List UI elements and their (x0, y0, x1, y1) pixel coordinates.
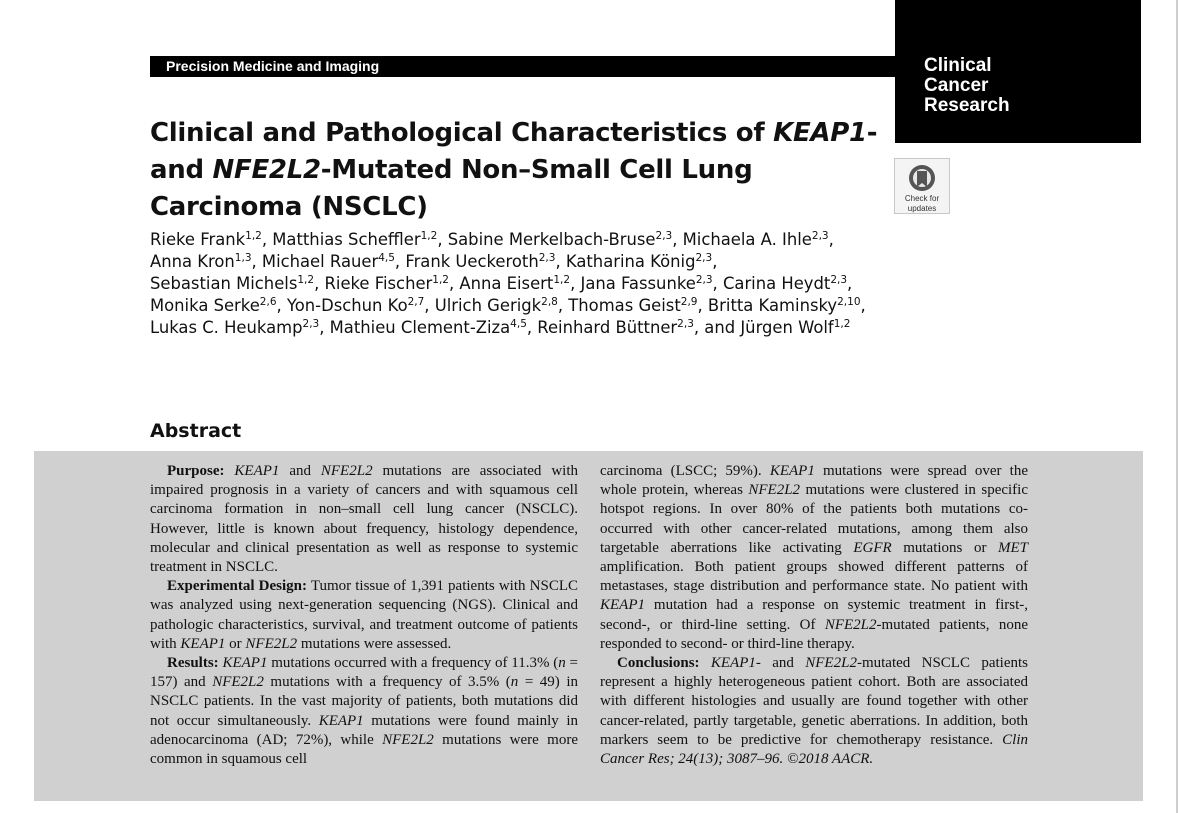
title-line (150, 115, 880, 152)
author-list (150, 229, 950, 339)
title-gene: KEAP1 (773, 118, 867, 148)
author-name: Sebastian Michels (150, 274, 298, 293)
author-affiliation: 1,2 (553, 274, 571, 286)
author-name: Lukas C. Heukamp (150, 318, 303, 337)
author-name: Frank Ueckeroth (405, 252, 539, 271)
author-affiliation: 1,2 (432, 274, 449, 286)
author-affiliation: 4,5 (378, 252, 395, 264)
author-name: Ulrich Gerigk (434, 296, 542, 315)
author-name: and Jürgen Wolf (704, 318, 834, 337)
author-name: Thomas Geist (568, 296, 681, 315)
author-name: Anna Eisert (459, 274, 554, 293)
abstract-column-right (600, 462, 1028, 769)
title-text: and (150, 155, 213, 185)
author-name: Yon-Dschun Ko (286, 296, 408, 315)
abstract-paragraph: Purpose: KEAP1 and NFE2L2 mutations are associated with impaired prognosis in a variety of cancers and with squamous cell carcinoma formation in non–small cell lung cancer (NSCLC). However, little is known about frequency, histology dependence, molecular and clinical presentation as well as response to systemic treatment in NSCLC. (150, 463, 578, 576)
author-affiliation: 2,6 (259, 296, 277, 308)
title-gene: NFE2L2 (212, 155, 321, 185)
author-affiliation: 4,5 (510, 318, 527, 330)
article-title (150, 115, 880, 226)
title-text: - (866, 118, 878, 148)
abstract-section-label: Results: (167, 655, 219, 672)
abstract-section-label: Conclusions: (617, 655, 700, 672)
abstract-section-label: Experimental Design: (167, 578, 307, 595)
author-name: Michael Rauer (261, 252, 379, 271)
author-line: Anna Kron$^{1,3}$, Michael Rauer$^{4,5}$, Frank Ueckeroth$^{2,3}$, Katharina König$^{2,3}$, (150, 252, 718, 271)
author-name: Rieke Frank (150, 230, 246, 249)
title-line: Carcinoma (NSCLC) (150, 192, 428, 222)
author-affiliation: 2,3 (538, 252, 556, 264)
abstract-box (34, 451, 1143, 801)
author-name: Sabine Merkelbach-Bruse (447, 230, 656, 249)
author-affiliation: 2,9 (680, 296, 698, 308)
author-name: Mathieu Clement-Ziza (329, 318, 511, 337)
journal-name (924, 56, 1124, 116)
author-name: Matthias Scheffler (272, 230, 421, 249)
author-affiliation: 2,8 (541, 296, 558, 308)
author-affiliation: 2,7 (407, 296, 425, 308)
abstract-section-label: Purpose: (167, 463, 225, 479)
author-name: Michaela A. Ihle (682, 230, 812, 249)
author-affiliation: 1,2 (420, 230, 438, 242)
journal-masthead (895, 0, 1141, 143)
author-line: Lukas C. Heukamp$^{2,3}$, Mathieu Clement-Ziza$^{4,5}$, Reinhard Büttner$^{2,3}$, and Jürgen Wolf$^{1,2}$ (150, 318, 851, 337)
check-for-updates-button[interactable] (894, 158, 950, 214)
author-name: Reinhard Büttner (537, 318, 678, 337)
abstract-paragraph: Experimental Design: Tumor tissue of 1,391 patients with NSCLC was analyzed using next-generation sequencing (NGS). Clinical and pathologic characteristics, survival, and treatment outcome of patients with KEAP1 or NFE2L2 mutations were assessed. (150, 578, 578, 652)
abstract-paragraph: carcinoma (LSCC; 59%). KEAP1 mutations were spread over the whole protein, whereas NFE2L2 mutations were clustered in specific hotspot regions. In over 80% of the patients both mutations co-occurred with other cancer-related mutations, among them also targetable aberrations like activating EGFR mutations or MET amplification. Both patient groups showed different patterns of metastases, stage distribution and performance state. No patient with KEAP1 mutation had a response on systemic treatment in first-, second-, or third-line setting. Of NFE2L2-mutated patients, none responded to second- or third-line therapy. (600, 463, 1028, 652)
author-name: Jana Fassunke (580, 274, 696, 293)
author-affiliation: 1,2 (297, 274, 315, 286)
badge-text: updates (907, 204, 937, 213)
abstract-paragraph: Conclusions: KEAP1- and NFE2L2-mutated NSCLC patients represent a highly heterogeneous patient cohort. Both are associated with different histologies and usually are found together with other cancer-related, partly targetable, genetic aberrations. In addition, both markers seem to be predictive for chemotherapy resistance. Clin Cancer Res; 24(13); 3087–96. ©2018 AACR. (600, 655, 1028, 768)
author-name: Britta Kaminsky (707, 296, 838, 315)
author-affiliation: 2,3 (677, 318, 694, 330)
section-label: Precision Medicine and Imaging (150, 56, 896, 77)
author-affiliation: 2,3 (811, 230, 829, 242)
author-name: Katharina König (565, 252, 696, 271)
title-text: Clinical and Pathological Characteristics of (150, 118, 774, 148)
update-bookmark-icon (907, 163, 937, 193)
author-name: Anna Kron (150, 252, 235, 271)
author-affiliation: 2,3 (695, 252, 713, 264)
author-affiliation: 1,2 (245, 230, 262, 242)
journal-name-line: Clinical (924, 55, 992, 76)
author-affiliation: 2,3 (830, 274, 848, 286)
title-text: -Mutated Non–Small Cell Lung (320, 155, 753, 185)
page-edge-rule (1176, 0, 1178, 813)
author-line: Rieke Frank$^{1,2}$, Matthias Scheffler$^{1,2}$, Sabine Merkelbach-Bruse$^{2,3}$, Michaela A. Ihle$^{2,3}$, (150, 230, 834, 249)
title-line (150, 152, 880, 189)
author-name: Rieke Fischer (324, 274, 433, 293)
journal-name-line: Research (924, 95, 1010, 116)
author-line: Monika Serke$^{2,6}$, Yon-Dschun Ko$^{2,7}$, Ulrich Gerigk$^{2,8}$, Thomas Geist$^{2,9}$, Britta Kaminsky$^{2,10}$, (150, 296, 866, 315)
author-affiliation: 2,3 (302, 318, 320, 330)
author-affiliation: 1,3 (234, 252, 252, 264)
abstract-paragraph: Results: KEAP1 mutations occurred with a frequency of 11.3% (n = 157) and NFE2L2 mutations with a frequency of 3.5% (n = 49) in NSCLC patients. In the vast majority of patients, both mutations did not occur simultaneously. KEAP1 mutations were found mainly in adenocarcinoma (AD; 72%), while NFE2L2 mutations were more common in squamous cell (150, 655, 579, 768)
author-affiliation: 1,2 (833, 318, 851, 330)
abstract-column-left (150, 462, 578, 769)
author-affiliation: 2,10 (837, 296, 861, 308)
journal-name-line: Cancer (924, 75, 989, 96)
author-line: Sebastian Michels$^{1,2}$, Rieke Fischer$^{1,2}$, Anna Eisert$^{1,2}$, Jana Fassunke$^{2,3}$, Carina Heydt$^{2,3}$, (150, 274, 853, 293)
author-affiliation: 2,3 (655, 230, 673, 242)
author-affiliation: 2,3 (695, 274, 713, 286)
author-name: Monika Serke (150, 296, 260, 315)
abstract-heading: Abstract (150, 420, 242, 442)
author-name: Carina Heydt (722, 274, 831, 293)
badge-text: Check for (904, 194, 940, 203)
